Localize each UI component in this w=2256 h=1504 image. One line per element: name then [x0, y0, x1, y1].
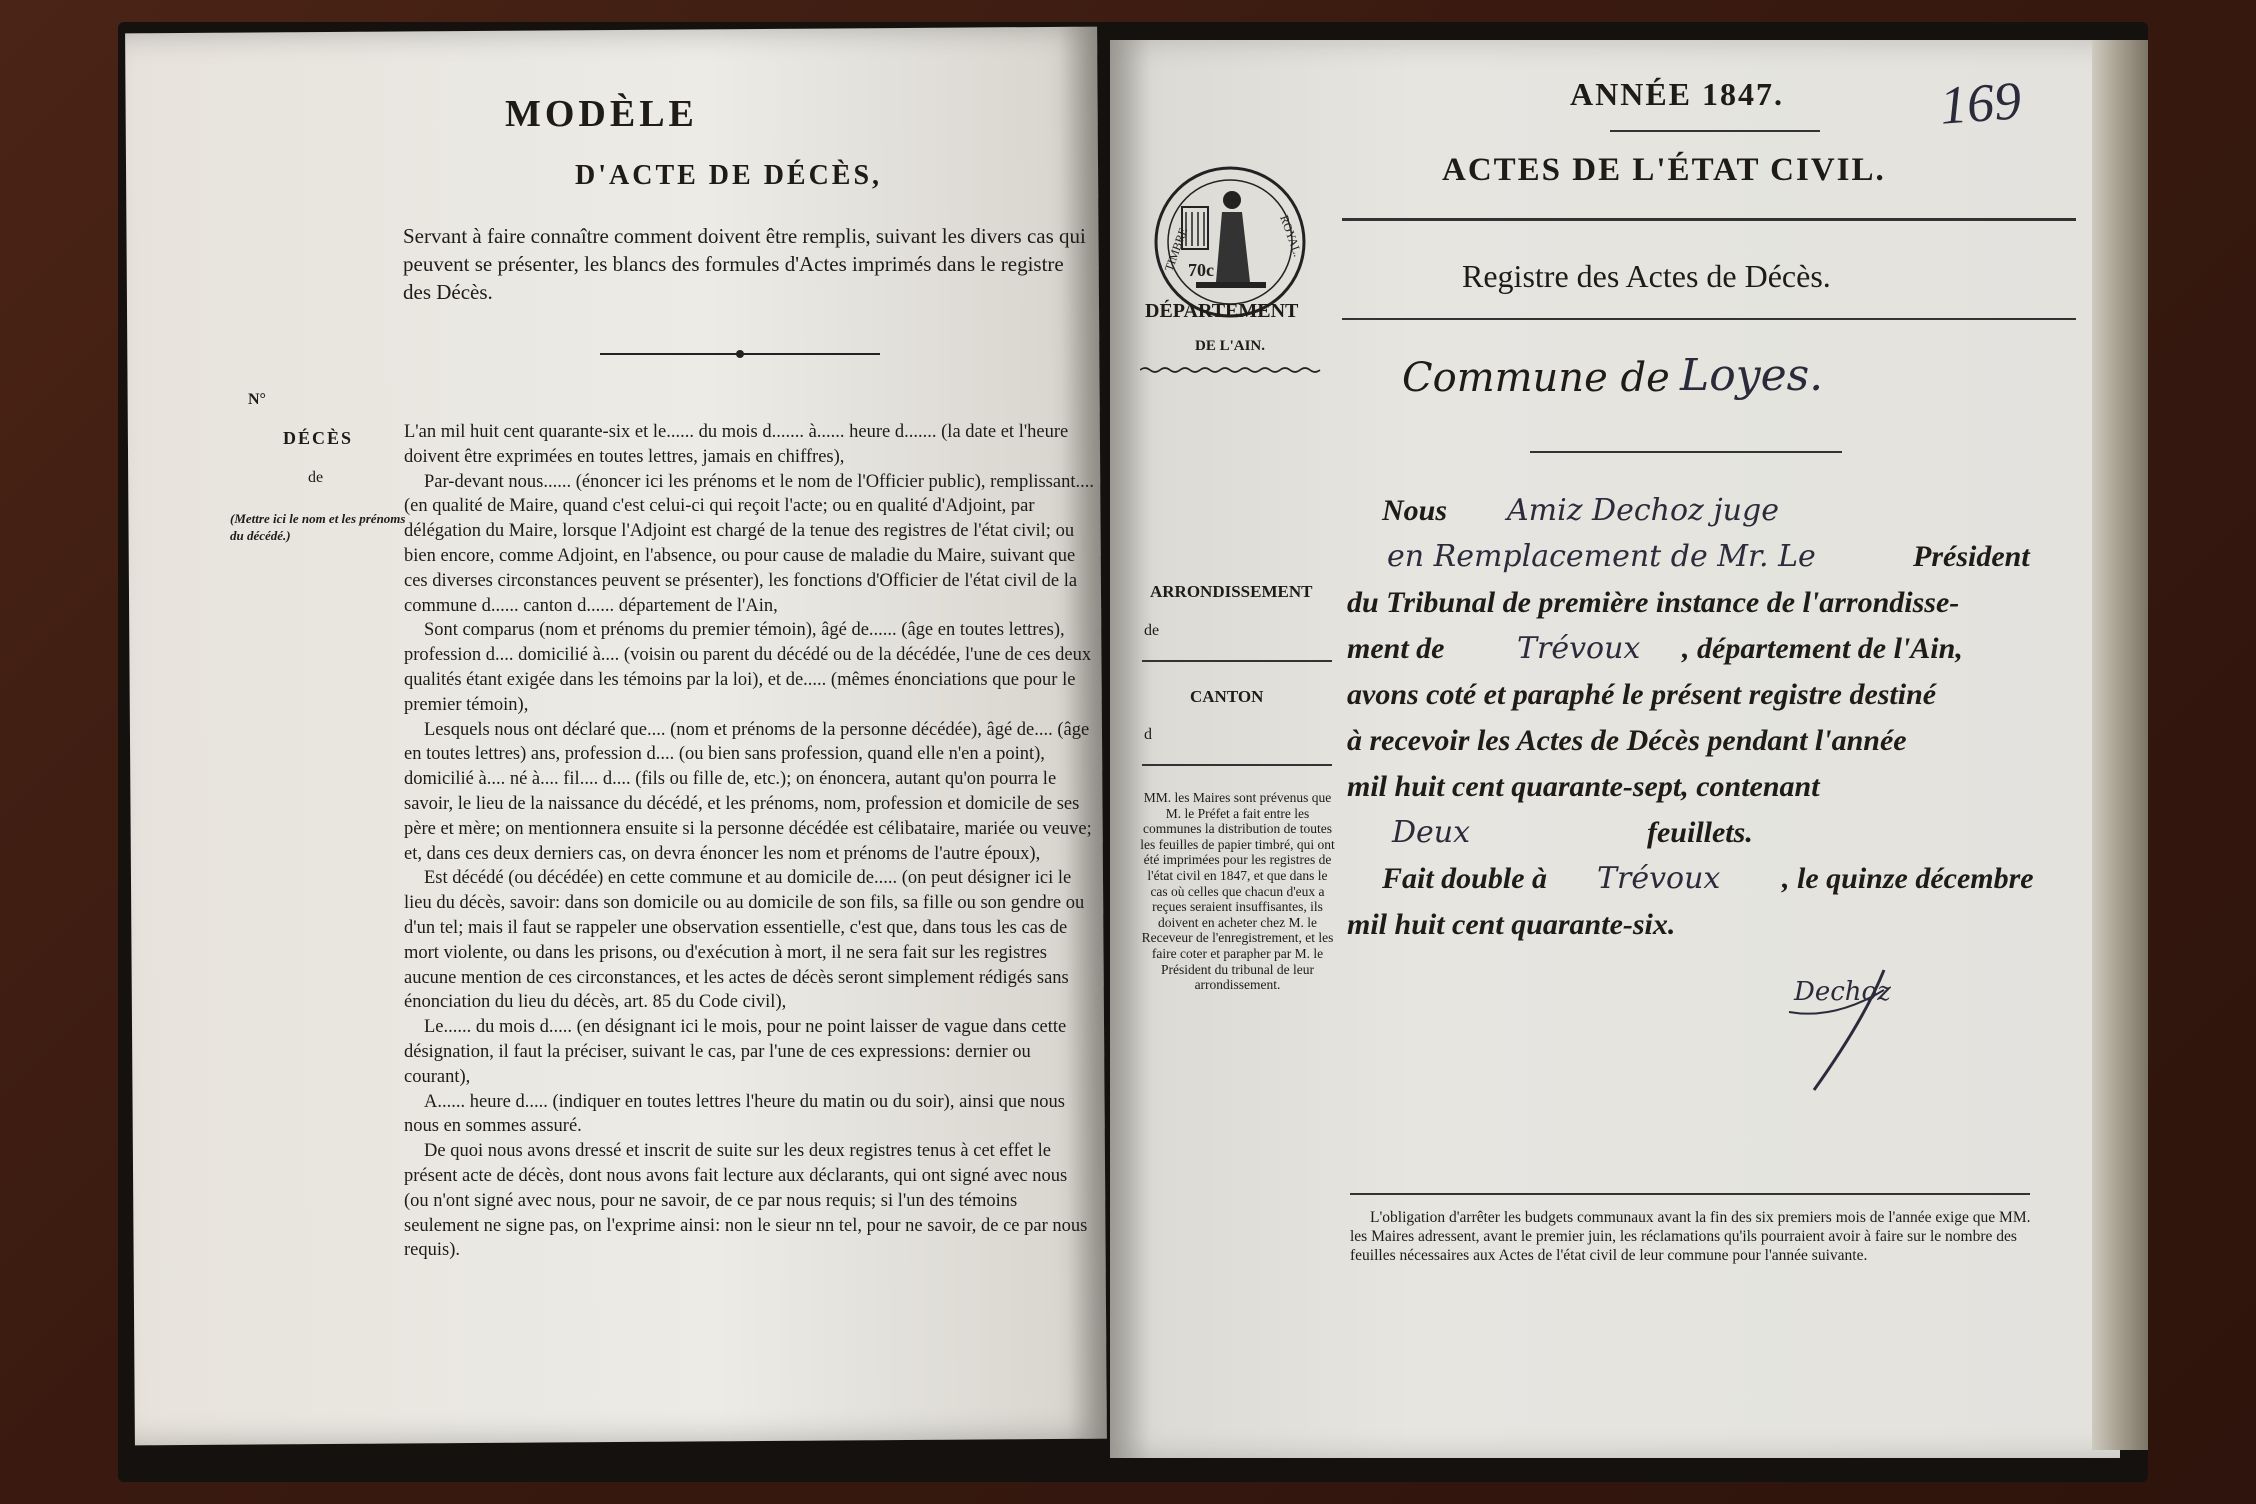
page-edges	[2092, 40, 2148, 1450]
signature-text: Dechoz	[1794, 977, 1891, 1007]
actes-heading: ACTES DE L'ÉTAT CIVIL.	[1442, 152, 1886, 188]
model-paragraph: Par-devant nous...... (énoncer ici les prénoms et le nom de l'Officier public), remplissant.... (en qualité de Maire, quand c'est celui-ci qui reçoit l'acte; ou en qualité d'Adjoint, par délégation du Maire, lorsque l'Adjoint est chargé de la tenue des registres de l'état civil; ou bien encore, comme Adjoint, en l'absence, ou pour cause de maladie du Maire, suivant que ces diverses circonstances peuvent se présenter), les fonctions d'Officier de l'état civil de la commune d...... canton d...... département de l'Ain,	[404, 471, 1094, 616]
certification-text	[1347, 488, 2047, 948]
model-paragraph: De quoi nous avons dressé et inscrit de suite sur les deux registres tenus à cet effet le présent acte de décès, dont nous avons fait lecture aux déclarants, qui ont signé avec nous (ou n'ont signé avec nous, pour ne savoir, de ce par nous requis; si l'un des témoins seulement ne signe pas, on l'exprime ainsi: non le sieur nn tel, pour ne savoir, de ce par nous requis).	[404, 1141, 1088, 1261]
handwritten-replacement: en Remplacement de Mr. Le	[1387, 539, 1816, 574]
department-label: DÉPARTEMENT	[1145, 300, 1299, 322]
model-intro: Servant à faire connaître comment doivent être remplis, suivant les divers cas qui peuvent se présenter, les blancs des formules d'Actes imprimés dans le registre des Décès.	[403, 224, 1086, 304]
seal-right-text: ROYAL.	[1277, 213, 1306, 259]
department-value: DE L'AIN.	[1195, 338, 1266, 354]
commune-rule	[1530, 451, 1842, 453]
side-note: MM. les Maires sont prévenus que M. le Préfet a fait entre les communes la distribution de toutes les feuilles de papier timbré, qui ont été imprimées pour les registres de l'état civil en 1847, et que dans le cas où celles que chacun d'eux a reçues seraient insuffisantes, ils doivent en acheter chez M. le Receveur de l'enregistrement, et les faire coter et parapher par M. le Président du tribunal de leur arrondissement.	[1140, 790, 1335, 993]
model-paragraph: Le...... du mois d..... (en désignant ici le mois, pour ne point laisser de vague dans cette désignation, il faut la préciser, suivant le cas, par l'une de ces expressions: dernier ou courant),	[404, 1017, 1067, 1087]
canton-d: d	[1144, 726, 1152, 743]
footnote: L'obligation d'arrêter les budgets communaux avant la fin des six premiers mois de l'année exige que MM. les Maires adressent, avant le premier juin, les réclamations qu'ils pourraient avoir à faire sur le nombre des feuilles nécessaires aux Actes de l'état civil de leur commune pour l'année suivante.	[1350, 1209, 2031, 1264]
arrondissement-label: ARRONDISSEMENT	[1150, 582, 1313, 601]
de-label: de	[308, 469, 324, 486]
body-line	[1347, 534, 2047, 580]
model-paragraph: A...... heure d..... (indiquer en toutes lettres l'heure du matin ou du soir), ainsi que nous nous en sommes assuré.	[404, 1091, 1065, 1137]
tribunal-line: du Tribunal de première instance de l'arrondisse-	[1347, 586, 1960, 619]
body-line	[1347, 580, 2047, 626]
feuillets-word: feuillets.	[1647, 816, 1753, 849]
body-line	[1347, 810, 2047, 856]
model-subtitle: D'ACTE DE DÉCÈS,	[575, 160, 883, 191]
royal-stamp-seal-icon	[1150, 162, 1310, 322]
recevoir-line: à recevoir les Actes de Décès pendant l'année	[1347, 724, 1907, 757]
commune-value: Loyes.	[1680, 350, 1824, 401]
body-line	[1347, 718, 2047, 764]
year-heading: ANNÉE 1847.	[1570, 76, 1785, 112]
handwritten-arrondissement: Trévoux	[1517, 631, 1641, 666]
signature-mark-icon	[1784, 950, 1934, 1100]
departement-text: , département de l'Ain,	[1682, 632, 1963, 665]
registre-heading: Registre des Actes de Décès.	[1462, 258, 1831, 294]
model-body	[404, 420, 1094, 1263]
handwritten-place: Trévoux	[1597, 861, 1721, 896]
ornament-divider-icon	[600, 349, 880, 359]
fait-double: Fait double à	[1382, 862, 1548, 895]
date-tail: , le quinze décembre	[1782, 862, 2034, 895]
seal-price: 70c	[1188, 260, 1214, 280]
canton-rule	[1142, 764, 1332, 766]
arrondissement-de: de	[1144, 622, 1160, 639]
model-paragraph: Sont comparus (nom et prénoms du premier témoin), âgé de...... (âge en toutes lettres), profession d.... domicilié à.... (voisin ou parent du décédé ou de la décédée, l'une de ces deux qualités étant exigée dans les témoins par la loi), et de..... (mêmes énonciations que pour le premier témoin),	[404, 620, 1092, 715]
body-line	[1347, 902, 2047, 948]
seal-left-text: TIMBRE	[1161, 225, 1191, 274]
handwritten-judge-name: Amiz Dechoz juge	[1507, 493, 1779, 528]
handwritten-count: Deux	[1392, 815, 1471, 850]
nous-word: Nous	[1382, 494, 1448, 527]
mil-line: mil huit cent quarante-sept, contenant	[1347, 770, 1820, 803]
wavy-rule-icon	[1140, 366, 1325, 374]
body-line	[1347, 626, 2047, 672]
deces-label: DÉCÈS	[283, 428, 354, 448]
commune-label: Commune de	[1402, 355, 1670, 401]
heading-rule	[1342, 218, 2076, 221]
body-line	[1347, 488, 2047, 534]
model-paragraph: Est décédé (ou décédée) en cette commune et au domicile de..... (on peut désigner ici le lieu du décès, savoir: dans son domicile ou au domicile de son fils, sa fille ou son gendre ou d'un tel; mais il faut se rappeler une observation essentielle, c'est que, dans tous les cas de mort violente, ou dans les prisons, ou d'exécution à mort, il ne sera fait sur les registres aucune mention de ces circonstances, et les actes de décès seront simplement rédigés sans énonciation du lieu du décès, art. 85 du Code civil),	[404, 868, 1085, 1013]
footnote-rule	[1350, 1193, 2030, 1195]
body-line	[1347, 856, 2047, 902]
cote-line: avons coté et paraphé le présent registre destiné	[1347, 678, 1937, 711]
arrondissement-rule	[1142, 660, 1332, 662]
canton-label: CANTON	[1190, 687, 1264, 706]
folio-number: 169	[1938, 70, 2023, 136]
date-year: mil huit cent quarante-six.	[1347, 908, 1676, 941]
body-line	[1347, 764, 2047, 810]
ment-de: ment de	[1347, 632, 1445, 665]
model-paragraph: L'an mil huit cent quarante-six et le...... du mois d....... à...... heure d....... (la date et l'heure doivent être exprimées en toutes lettres, jamais en chiffres),	[404, 422, 1069, 467]
model-paragraph: Lesquels nous ont déclaré que.... (nom et prénoms de la personne décédée), âgé de.... (âge en toutes lettres) ans, profession d.... (ou bien sans profession, quand elle n'en a point), domicilié à.... né à.... fil.... d.... (fils ou fille de, etc.); on énoncera, autant qu'on pourra le savoir, le lieu de la naissance du décédé, et les prénoms, nom, profession et domicile de ses père et mère; on mentionnera ensuite si la personne décédée est célibataire, mariée ou veuve; et, dans ces deux derniers cas, on devra énoncer les nom et prénoms de l'autre époux),	[404, 719, 1092, 864]
heading-rule	[1610, 130, 1820, 132]
heading-rule	[1342, 318, 2076, 320]
margin-note: (Mettre ici le nom et les prénoms du décédé.)	[230, 511, 406, 543]
president-word: Président	[1913, 540, 2030, 573]
number-label: N°	[248, 391, 266, 408]
model-title: MODÈLE	[505, 93, 698, 135]
body-line	[1347, 672, 2047, 718]
